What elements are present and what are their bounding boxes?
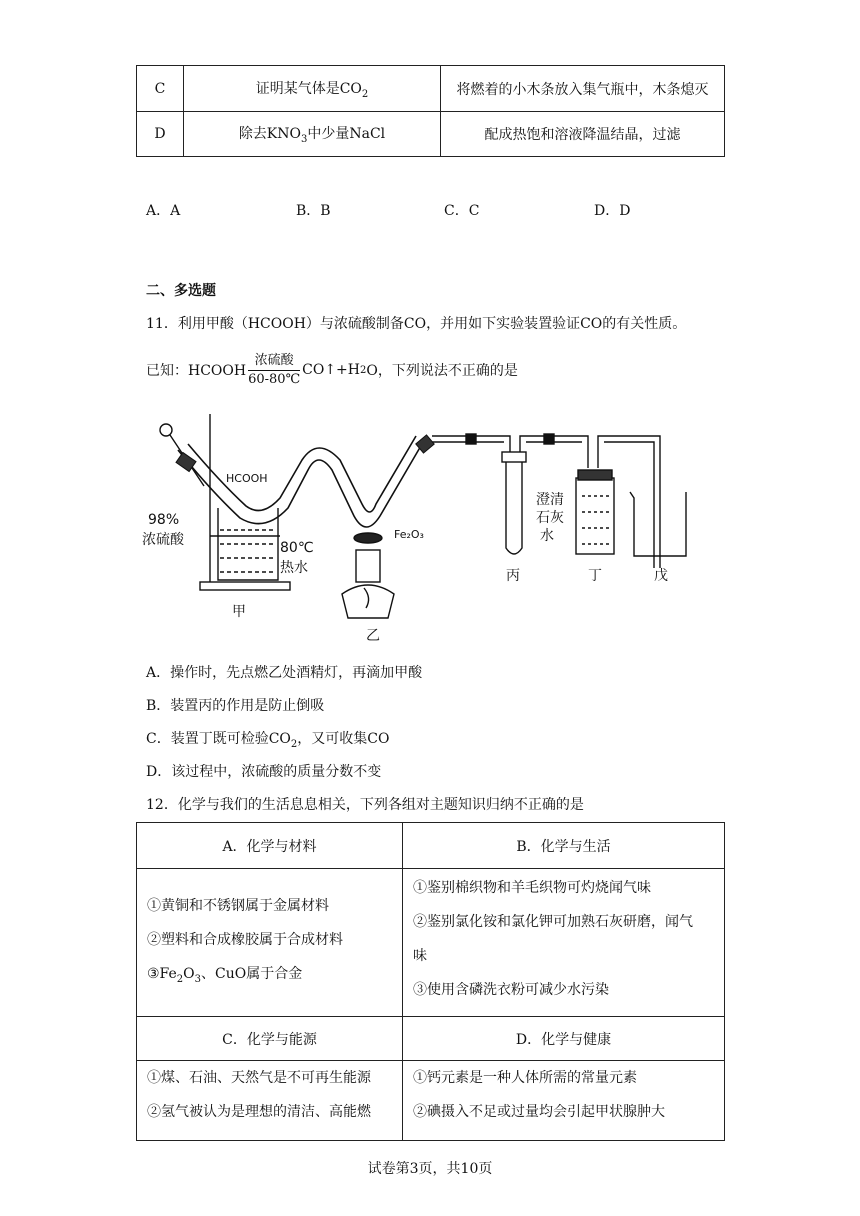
subscript: 2 xyxy=(176,973,184,985)
c-item-1: ①煤、石油、天然气是不可再生能源 xyxy=(147,1070,371,1086)
option-b[interactable]: B．B xyxy=(296,203,331,219)
tube-bing xyxy=(502,452,526,554)
label-water: 热水 xyxy=(280,560,308,576)
q12-table xyxy=(136,822,725,1141)
d-item-1: ①钙元素是一种人体所需的常量元素 xyxy=(413,1070,637,1086)
a-item-3-tail: 、CuO属于合金 xyxy=(201,965,303,982)
q11-option-d[interactable]: D．该过程中，浓硫酸的质量分数不变 xyxy=(146,764,382,780)
q12-stem: 12．化学与我们的生活息息相关，下列各组对主题知识归纳不正确的是 xyxy=(146,797,584,813)
beaker-jia xyxy=(218,508,278,580)
cell-d xyxy=(403,1061,725,1141)
label-yi: 乙 xyxy=(366,628,380,644)
a-item-2: ②塑料和合成橡胶属于合成材料 xyxy=(147,931,343,948)
a-item-1: ①黄铜和不锈钢属于金属材料 xyxy=(147,897,329,914)
label-limewater-2: 石灰 xyxy=(536,510,564,526)
row-purpose xyxy=(184,66,441,112)
purpose-text: 除去KNO xyxy=(238,126,301,143)
frac-bottom: 60-80℃ xyxy=(248,371,301,387)
b-item-2: ②鉴别氯化铵和氯化钾可加熟石灰研磨，闻气 xyxy=(413,914,693,930)
label-acid-name: 浓硫酸 xyxy=(142,532,184,548)
a-item-3 xyxy=(147,957,402,997)
option-c-tail: ，又可收集CO xyxy=(297,731,390,747)
row-purpose xyxy=(184,112,441,157)
stopper-icon xyxy=(176,435,434,472)
label-water-temp: 80℃ xyxy=(280,540,314,556)
option-a[interactable]: A．A xyxy=(146,203,181,219)
c-item-2: ②氢气被认为是理想的清洁、高能燃 xyxy=(147,1104,371,1120)
frac-top: 浓硫酸 xyxy=(248,352,300,371)
q11-option-a[interactable]: A．操作时，先点燃乙处酒精灯，再滴加甲酸 xyxy=(146,665,423,681)
purpose-text-post: 中少量NaCl xyxy=(307,126,386,143)
cell-c xyxy=(137,1061,403,1141)
subscript: 3 xyxy=(194,973,202,985)
label-jia: 甲 xyxy=(232,604,246,620)
cell-a xyxy=(137,869,403,1017)
a-item-3-text: ③Fe xyxy=(147,965,177,982)
label-acid-pct: 98% xyxy=(148,512,180,528)
subscript: 2 xyxy=(290,738,298,750)
reaction-condition xyxy=(248,352,300,389)
lamp-yi xyxy=(342,533,394,618)
page-footer: 试卷第3页，共10页 xyxy=(367,1161,493,1177)
q11-option-b[interactable]: B．装置丙的作用是防止倒吸 xyxy=(146,698,325,714)
head-c: C．化学与能源 xyxy=(137,1017,403,1061)
label-hcooh: HCOOH xyxy=(226,472,268,485)
bottle-ding xyxy=(576,470,614,554)
subscript: 2 xyxy=(359,364,367,376)
label-wu: 戊 xyxy=(654,568,668,584)
w-tube xyxy=(178,436,422,527)
section-title: 二、多选题 xyxy=(146,283,216,299)
answer-table xyxy=(136,65,725,157)
apparatus-diagram xyxy=(140,408,700,648)
q11-stem: 11．利用甲酸（HCOOH）与浓硫酸制备CO，并用如下实验装置验证CO的有关性质。 xyxy=(146,316,687,332)
cell-b xyxy=(403,869,725,1017)
subscript: 3 xyxy=(301,133,308,145)
b-item-3: ③使用含磷洗衣粉可减少水污染 xyxy=(413,982,609,998)
label-limewater-3: 水 xyxy=(540,528,554,544)
q10-options xyxy=(146,200,746,220)
head-d: D．化学与健康 xyxy=(403,1017,725,1061)
b-item-2-cont: 味 xyxy=(413,948,427,964)
option-d[interactable]: D．D xyxy=(594,203,631,219)
a-item-3-text: O xyxy=(183,965,195,982)
beaker-wu xyxy=(630,492,686,556)
option-c[interactable]: C．C xyxy=(444,203,480,219)
label-fe2o3: Fe₂O₃ xyxy=(394,528,424,541)
b-item-1: ①鉴别棉织物和羊毛织物可灼烧闻气味 xyxy=(413,880,651,896)
known-tail: O，下列说法不正确的是 xyxy=(366,363,518,379)
label-ding: 丁 xyxy=(588,568,602,584)
row-letter: D xyxy=(137,112,184,157)
row-method: 配成热饱和溶液降温结晶，过滤 xyxy=(441,112,725,157)
purpose-text: 证明某气体是CO xyxy=(255,80,362,97)
known-products: CO↑+H xyxy=(302,362,360,378)
q11-known xyxy=(146,346,518,394)
row-letter: C xyxy=(137,66,184,112)
label-limewater-1: 澄清 xyxy=(536,492,564,508)
known-prefix: 已知：HCOOH xyxy=(146,363,247,379)
label-bing: 丙 xyxy=(506,568,520,584)
d-item-2: ②碘摄入不足或过量均会引起甲状腺肿大 xyxy=(413,1104,665,1120)
q11-option-c[interactable] xyxy=(146,728,389,750)
head-a: A．化学与材料 xyxy=(137,823,403,869)
row-method: 将燃着的小木条放入集气瓶中，木条熄灭 xyxy=(441,66,725,112)
option-c-text: C．装置丁既可检验CO xyxy=(146,731,291,747)
head-b: B．化学与生活 xyxy=(403,823,725,869)
subscript: 2 xyxy=(361,88,369,100)
